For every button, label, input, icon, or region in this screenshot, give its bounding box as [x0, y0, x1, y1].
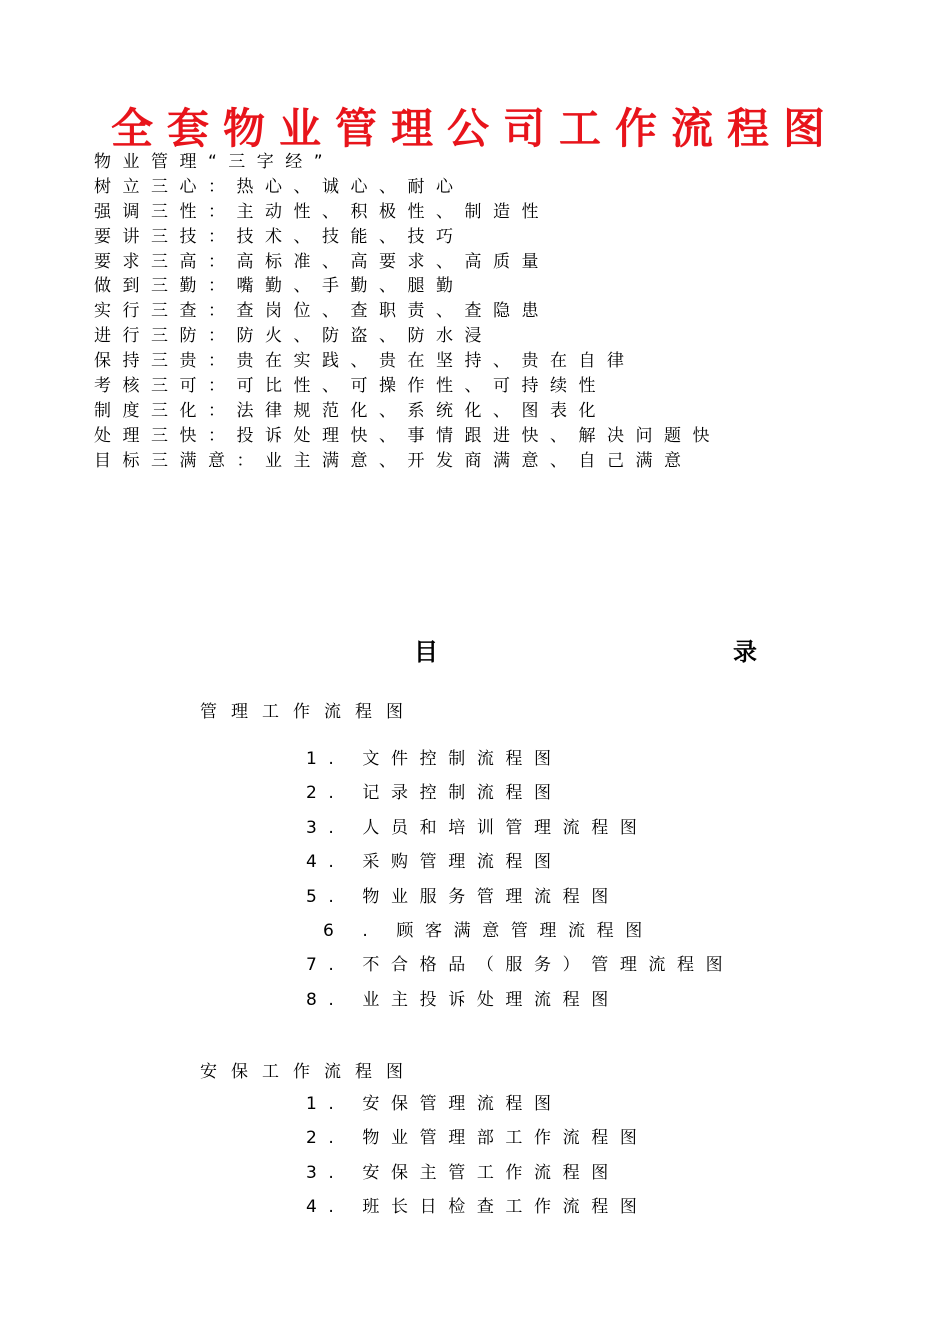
- toc-item: 5. 物业服务管理流程图: [306, 886, 620, 907]
- toc-item: 4. 采购管理流程图: [306, 852, 563, 873]
- intro-line: 要讲三技：技术、技能、技巧: [94, 226, 465, 247]
- toc-section-list: [306, 742, 734, 1017]
- toc-item: 4. 班长日检查工作流程图: [306, 1197, 649, 1218]
- toc-item: 2. 物业管理部工作流程图: [306, 1128, 649, 1149]
- toc-item: 7. 不合格品（服务）管理流程图: [306, 955, 735, 976]
- intro-line: 保持三贵：贵在实践、贵在坚持、贵在自律: [94, 351, 636, 372]
- toc-item: 1. 文件控制流程图: [306, 749, 563, 769]
- intro-line: 树立三心：热心、诚心、耐心: [94, 176, 465, 197]
- intro-line: 处理三快：投诉处理快、事情跟进快、解决问题快: [94, 425, 721, 446]
- toc-section-list: [306, 1087, 648, 1225]
- intro-block: [94, 150, 721, 474]
- intro-line: 考核三可：可比性、可操作性、可持续性: [94, 376, 607, 397]
- toc-item: 6 . 顾客满意管理流程图: [306, 920, 654, 941]
- intro-line: 强调三性：主动性、积极性、制造性: [94, 201, 550, 222]
- toc-title-right: 录: [733, 638, 757, 666]
- intro-line: 进行三防：防火、防盗、防水浸: [94, 326, 493, 347]
- intro-line: 要求三高：高标准、高要求、高质量: [94, 251, 550, 272]
- toc-item: 2. 记录控制流程图: [306, 783, 563, 804]
- toc-section-heading: 管理工作流程图: [200, 702, 417, 722]
- document-title: 全套物业管理公司工作流程图: [110, 104, 839, 153]
- intro-line: 目标三满意：业主满意、开发商满意、自己满意: [94, 450, 693, 471]
- intro-line: 做到三勤：嘴勤、手勤、腿勤: [94, 276, 465, 297]
- toc-item: 3. 安保主管工作流程图: [306, 1162, 620, 1183]
- intro-line: 制度三化：法律规范化、系统化、图表化: [94, 400, 607, 421]
- intro-line: 物业管理“三字经”: [94, 152, 335, 172]
- toc-item: 3. 人员和培训管理流程图: [306, 817, 649, 838]
- toc-title-left: 目: [414, 638, 438, 666]
- toc-section-heading: 安保工作流程图: [200, 1062, 417, 1082]
- intro-line: 实行三查：查岗位、查职责、查隐患: [94, 301, 550, 322]
- toc-item: 1. 安保管理流程图: [306, 1094, 563, 1114]
- toc-item: 8. 业主投诉处理流程图: [306, 989, 620, 1010]
